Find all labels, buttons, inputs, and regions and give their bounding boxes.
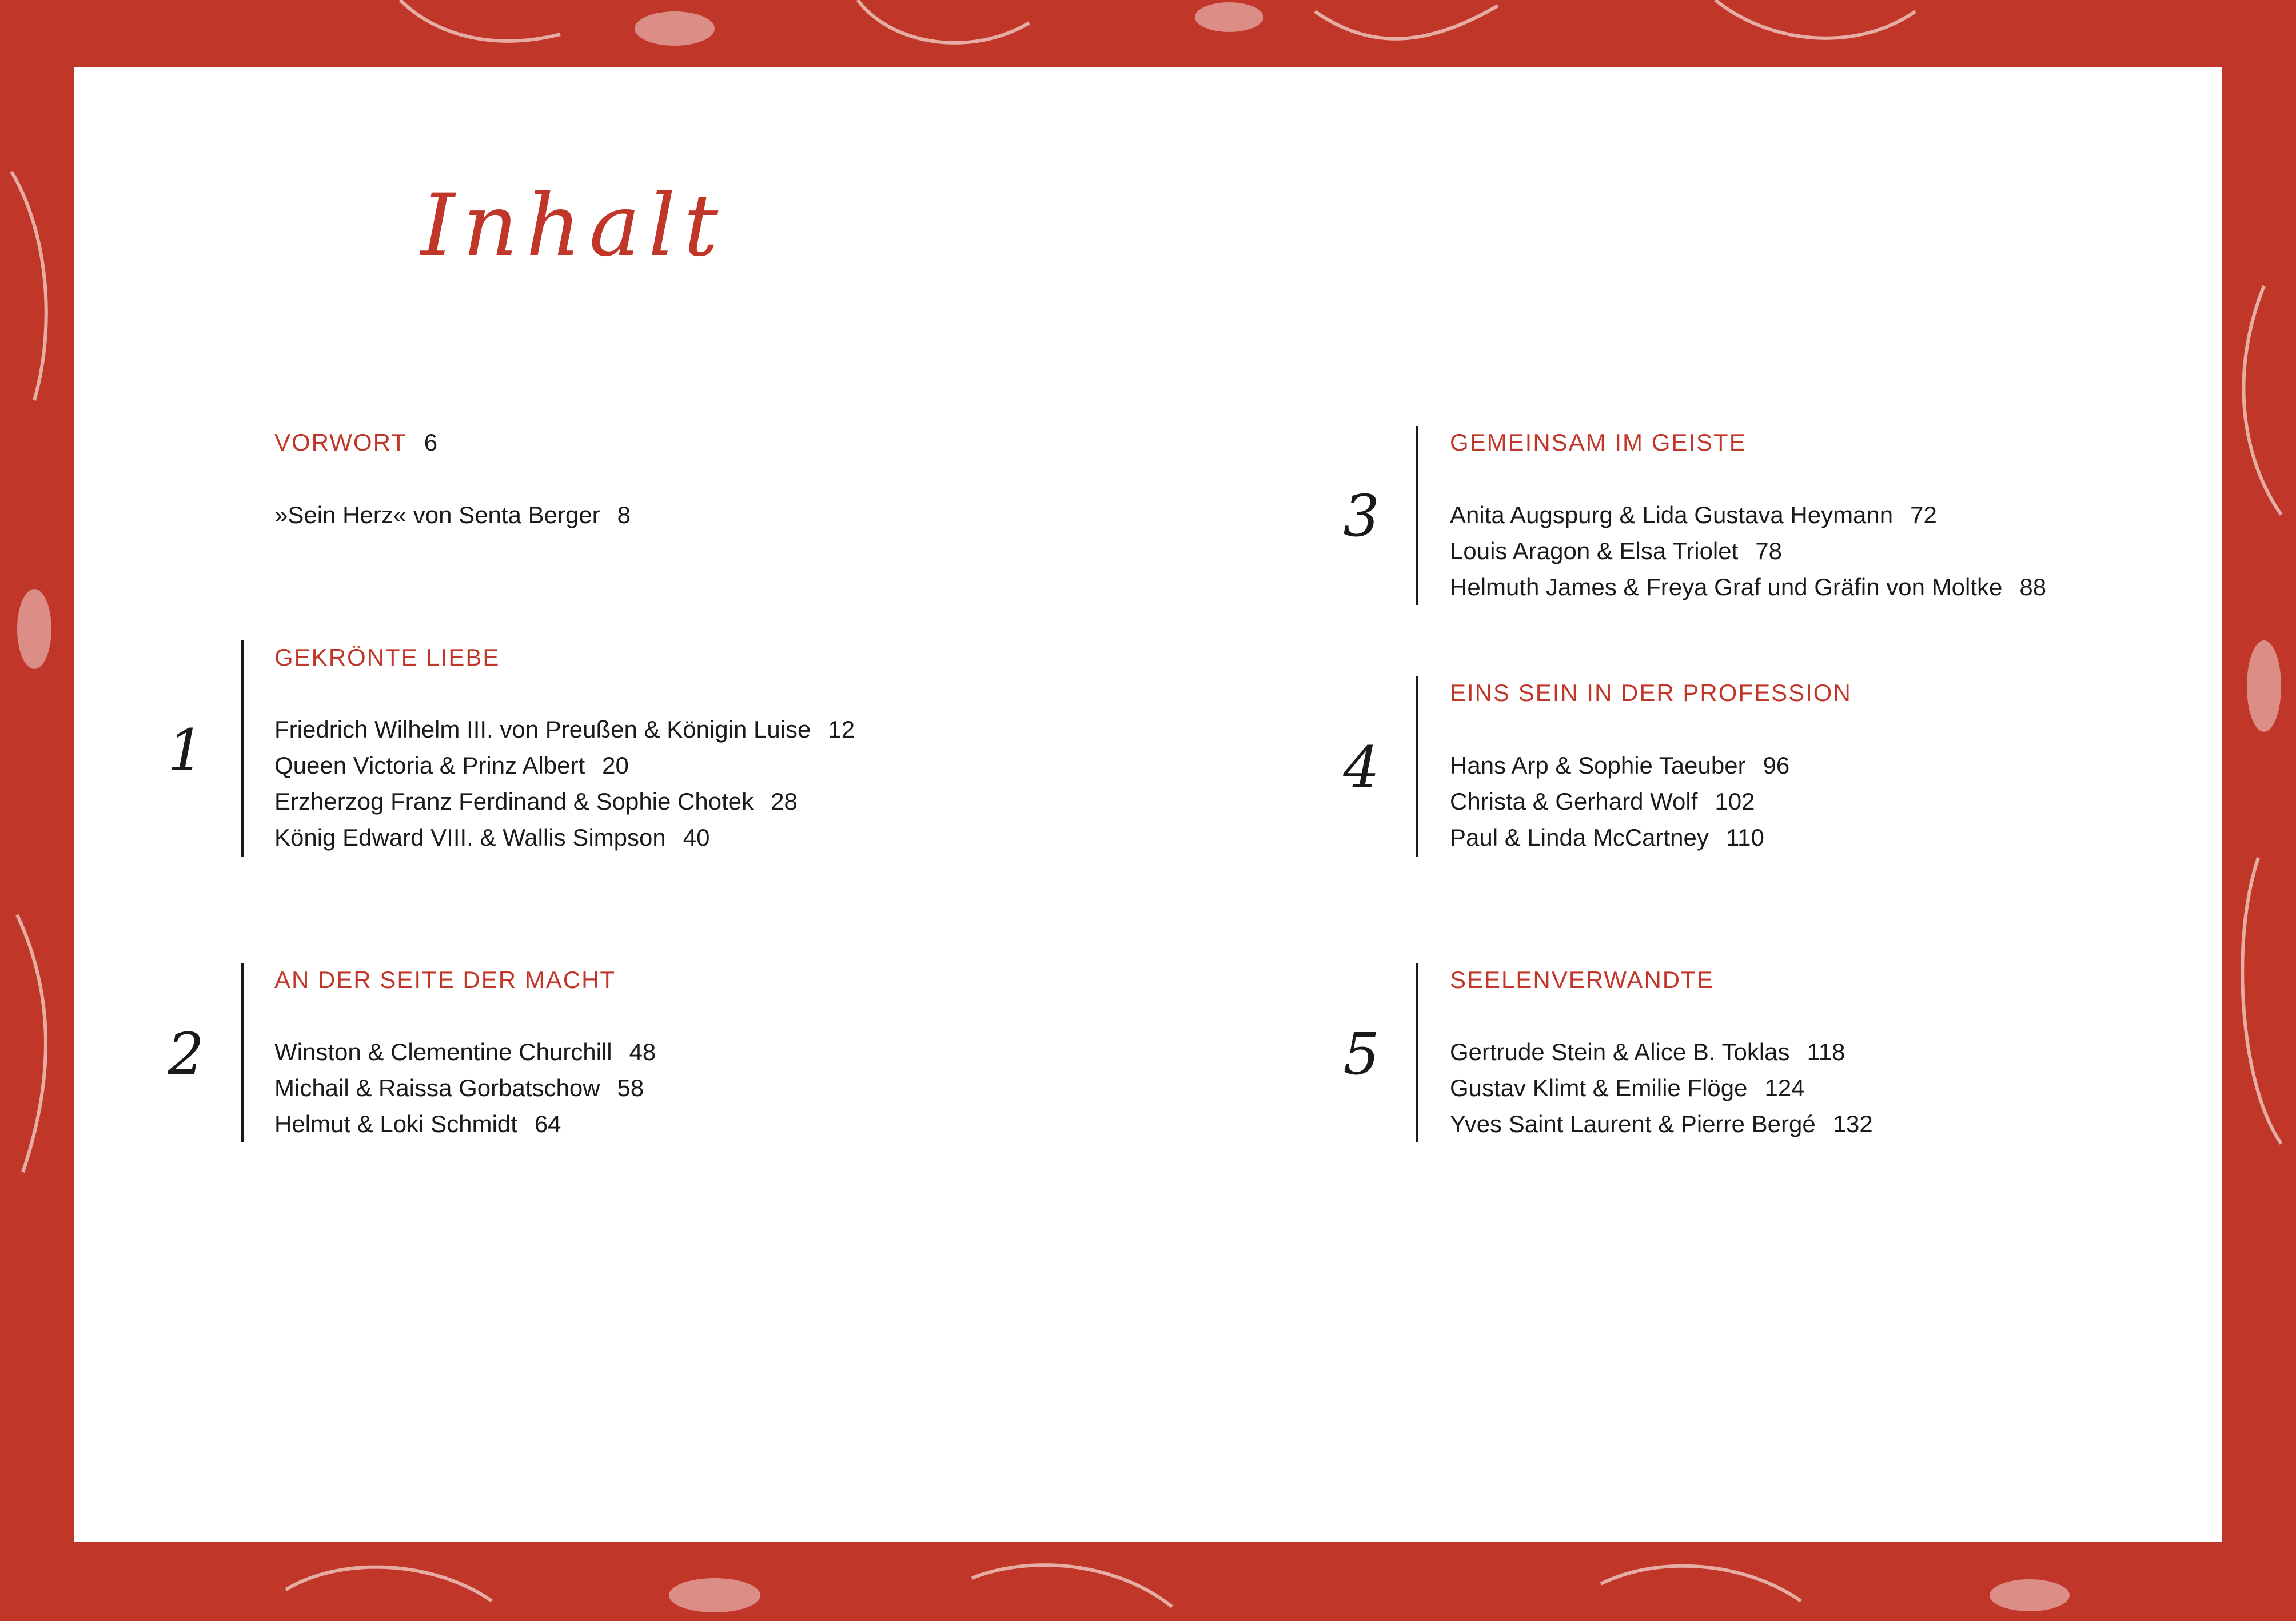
list-item — [1450, 1076, 1805, 1100]
chapter-1-heading: GEKRÖNTE LIEBE — [274, 644, 500, 671]
chapter-4-bar — [1416, 676, 1418, 857]
intro-heading-label: VORWORT — [274, 429, 407, 456]
chapter-4-heading: EINS SEIN IN DER PROFESSION — [1450, 679, 1852, 706]
list-item — [1450, 826, 1764, 850]
entry-text: Louis Aragon & Elsa Triolet — [1450, 537, 1739, 564]
intro-heading-page: 6 — [424, 429, 439, 456]
entry-text: Michail & Raissa Gorbatschow — [274, 1074, 600, 1101]
chapter-5-heading: SEELENVERWANDTE — [1450, 966, 1714, 993]
entry-page: 78 — [1755, 537, 1783, 564]
list-item — [274, 503, 631, 527]
entry-text: Gustav Klimt & Emilie Flöge — [1450, 1074, 1748, 1101]
entry-page: 72 — [1910, 501, 1937, 528]
list-item — [274, 790, 798, 814]
entry-text: Gertrude Stein & Alice B. Toklas — [1450, 1038, 1790, 1065]
chapter-1-number: 1 — [168, 717, 204, 784]
entry-page: 118 — [1807, 1038, 1845, 1065]
entry-text: Hans Arp & Sophie Taeuber — [1450, 752, 1746, 779]
list-item — [274, 826, 709, 850]
list-item — [274, 1040, 656, 1064]
page-title: Inhalt — [421, 176, 727, 276]
entry-page: 8 — [617, 501, 631, 528]
chapter-2-number: 2 — [168, 1021, 204, 1088]
content-page — [74, 67, 2222, 1542]
entry-text: Paul & Linda McCartney — [1450, 824, 1709, 851]
chapter-5-number: 5 — [1343, 1021, 1380, 1088]
list-item — [274, 1112, 561, 1136]
entry-text: »Sein Herz« von Senta Berger — [274, 501, 600, 528]
entry-page: 124 — [1764, 1074, 1805, 1101]
chapter-2-heading: AN DER SEITE DER MACHT — [274, 966, 616, 993]
list-item — [274, 754, 629, 778]
chapter-1-bar — [241, 640, 244, 857]
entry-text: Christa & Gerhard Wolf — [1450, 788, 1698, 815]
chapter-5-bar — [1416, 963, 1418, 1142]
list-item — [1450, 539, 1782, 563]
list-item — [1450, 503, 1937, 527]
entry-text: Anita Augspurg & Lida Gustava Heymann — [1450, 501, 1894, 528]
chapter-3-heading: GEMEINSAM IM GEISTE — [1450, 429, 1747, 456]
entry-page: 28 — [771, 788, 798, 815]
entry-page: 102 — [1715, 788, 1755, 815]
entry-page: 48 — [629, 1038, 656, 1065]
entry-page: 58 — [617, 1074, 644, 1101]
chapter-4-number: 4 — [1343, 734, 1380, 801]
entry-text: Queen Victoria & Prinz Albert — [274, 752, 585, 779]
entry-text: Winston & Clementine Churchill — [274, 1038, 612, 1065]
entry-page: 88 — [2019, 573, 2047, 600]
chapter-3-number: 3 — [1343, 483, 1380, 549]
list-item — [1450, 790, 1755, 814]
entry-page: 40 — [683, 824, 710, 851]
list-item — [1450, 575, 2046, 599]
entry-page: 20 — [602, 752, 629, 779]
list-item — [274, 718, 855, 742]
entry-page: 96 — [1763, 752, 1790, 779]
entry-text: Yves Saint Laurent & Pierre Bergé — [1450, 1110, 1816, 1137]
entry-text: Helmuth James & Freya Graf und Gräfin von Moltke — [1450, 573, 2003, 600]
entry-text: König Edward VIII. & Wallis Simpson — [274, 824, 666, 851]
entry-page: 132 — [1832, 1110, 1873, 1137]
entry-page: 12 — [828, 716, 855, 743]
entry-text: Helmut & Loki Schmidt — [274, 1110, 517, 1137]
entry-text: Erzherzog Franz Ferdinand & Sophie Chotek — [274, 788, 754, 815]
entry-page: 64 — [534, 1110, 561, 1137]
entry-page: 110 — [1725, 824, 1764, 851]
chapter-3-bar — [1416, 426, 1418, 605]
entry-text: Friedrich Wilhelm III. von Preußen & Königin Luise — [274, 716, 811, 743]
list-item — [274, 1076, 644, 1100]
chapter-2-bar — [241, 963, 244, 1142]
intro-heading — [274, 429, 439, 456]
list-item — [1450, 1112, 1873, 1136]
list-item — [1450, 754, 1789, 778]
list-item — [1450, 1040, 1845, 1064]
